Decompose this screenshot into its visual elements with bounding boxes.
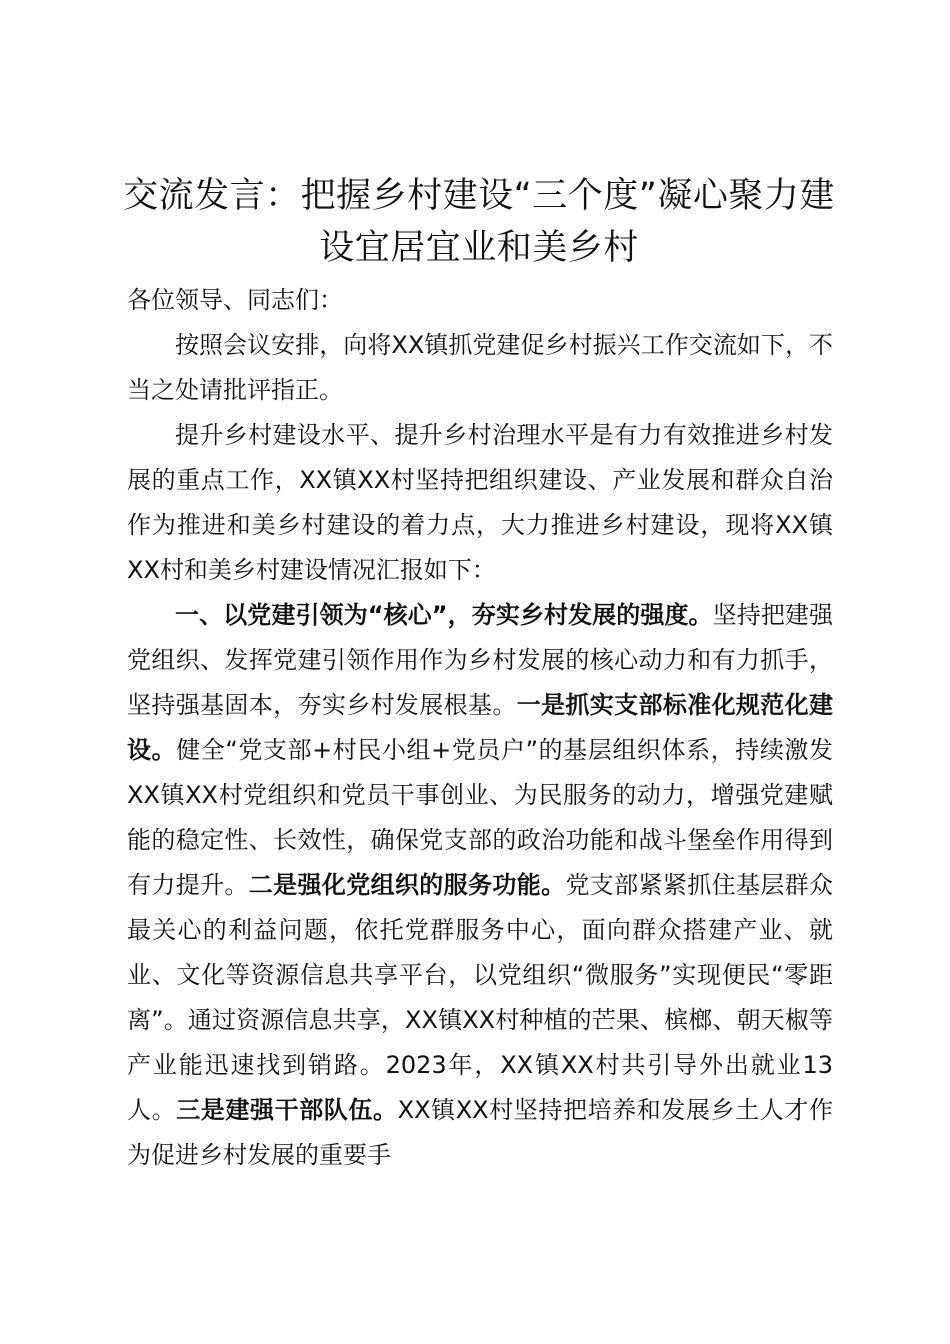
section-1-point-1-text: 健全“党支部+村民小组+党员户”的基层组织体系，持续激发XX镇XX村党组织和党员干事创业、为民服务的动力，增强党建赋能的稳定性、长效性，确保党支部的政治功能和战斗堡垒作用得到有力提升。 xyxy=(127,736,833,899)
section-1-point-2-heading: 二是强化党组织的服务功能。 xyxy=(248,871,566,899)
section-1-heading: 一、以党建引领为“核心”，夯实乡村发展的强度。 xyxy=(175,601,713,629)
paragraph-overview: 提升乡村建设水平、提升乡村治理水平是有力有效推进乡村发展的重点工作，XX镇XX村坚持把组织建设、产业发展和群众自治作为推进和美乡村建设的着力点，大力推进乡村建设，现将XX镇XX村和美乡村建设情况汇报如下： xyxy=(127,421,833,584)
document-title xyxy=(120,170,838,274)
document-body xyxy=(127,278,833,1178)
section-1-point-3-heading: 三是建强干部队伍。 xyxy=(176,1096,398,1124)
title-line-2: 设宜居宜业和美乡村 xyxy=(319,228,639,268)
section-1-paragraph xyxy=(127,593,833,1178)
salutation: 各位领导、同志们： xyxy=(127,286,343,314)
section-1-point-3-text: XX镇XX村坚持把培养和发展乡土人才作为促进乡村发展的重要手 xyxy=(127,1096,834,1169)
title-line-1: 交流发言：把握乡村建设“三个度”凝心聚力建 xyxy=(123,176,835,216)
section-1-point-2-text: 党支部紧紧抓住基层群众最关心的利益问题，依托党群服务中心，面向群众搭建产业、就业、文化等资源信息共享平台，以党组织“微服务”实现便民“零距离”。通过资源信息共享，XX镇XX村种植的芒果、槟榔、朝天椒等产业能迅速找到销路。2023年，XX镇XX村共引导外出就业13人。 xyxy=(127,871,834,1124)
section-1-point-1-heading: 一是抓实支部标准化规范化建设。 xyxy=(127,691,834,764)
paragraph-intro: 按照会议安排，向将XX镇抓党建促乡村振兴工作交流如下，不当之处请批评指正。 xyxy=(127,331,833,404)
section-1-text: 坚持把建强党组织、发挥党建引领作用作为乡村发展的核心动力和有力抓手，坚持强基固本，夯实乡村发展根基。 xyxy=(127,601,834,719)
